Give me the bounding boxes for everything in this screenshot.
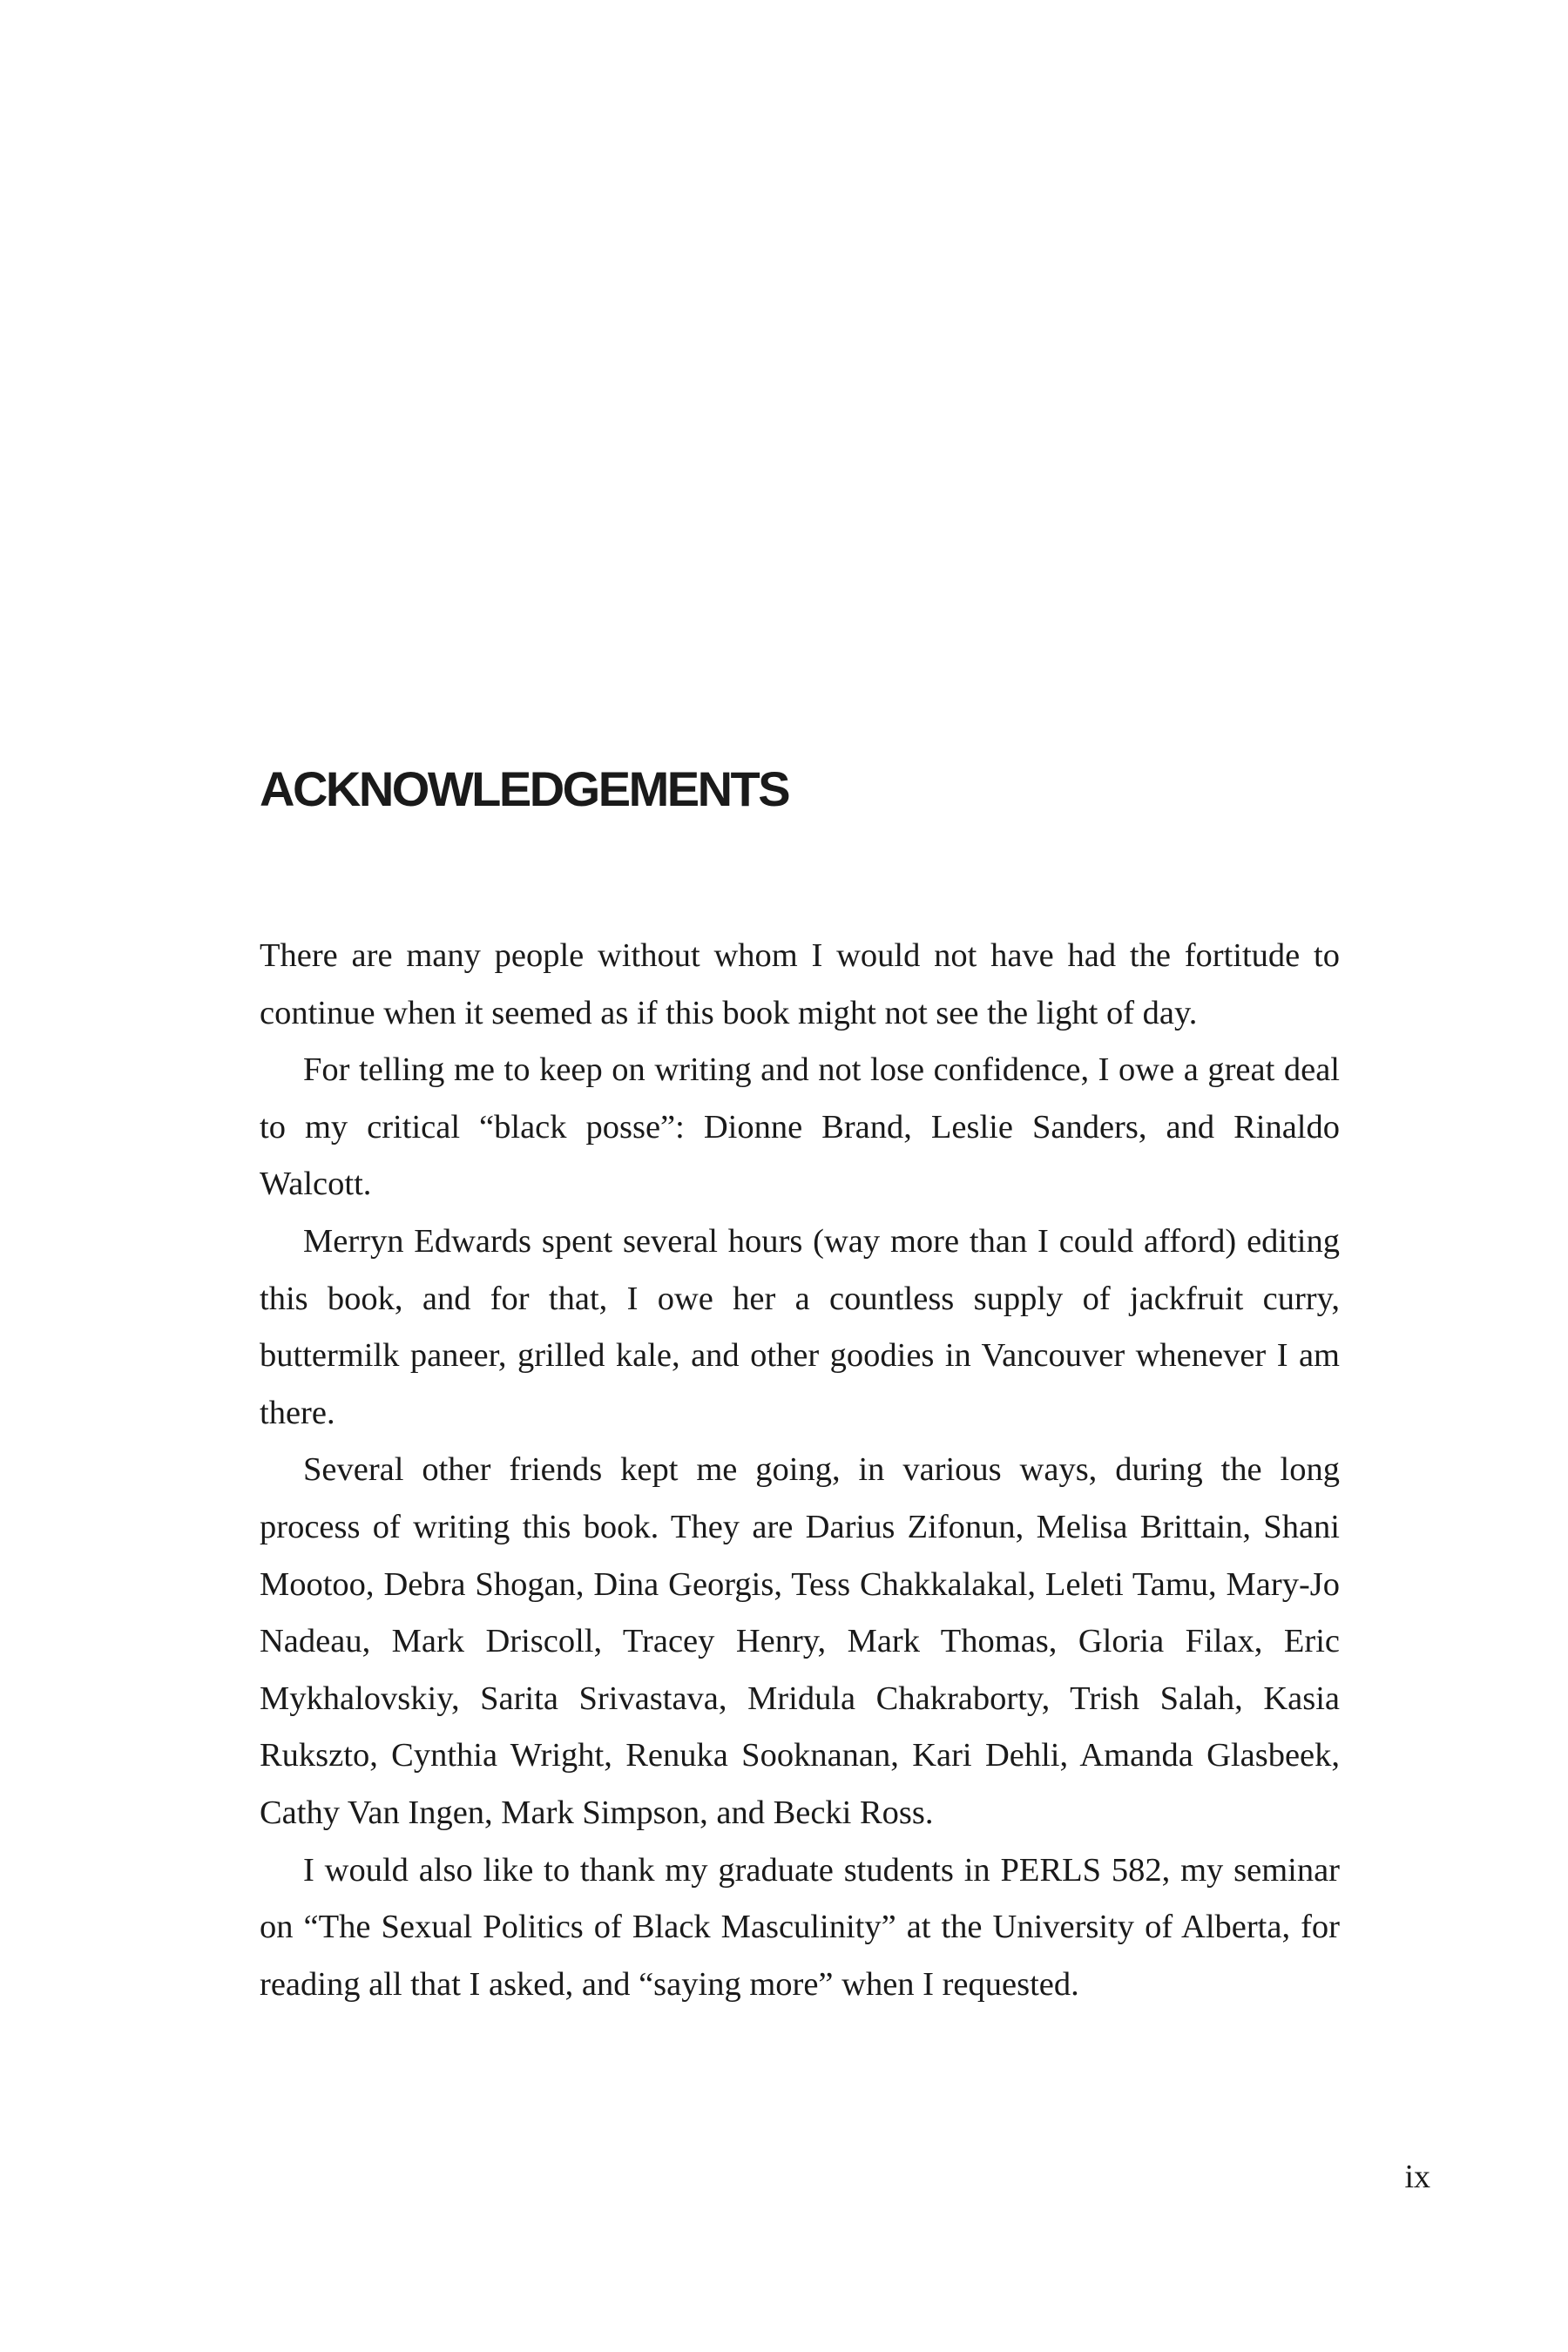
acknowledgements-body — [260, 928, 1340, 2013]
paragraph-2: For telling me to keep on writing and not lose confidence, I owe a great deal to my critical “black posse”: Dionne Brand, Leslie Sanders, and Rinaldo Walcott. — [260, 1051, 1340, 1203]
paragraph-3: Merryn Edwards spent several hours (way more than I could afford) editing this book, and for that, I owe her a countless supply of jackfruit curry, buttermilk paneer, grilled kale, and other goodies in Vancouver whenever I am there. — [260, 1222, 1340, 1431]
paragraph-1: There are many people without whom I would not have had the fortitude to continue when it seemed as if this book might not see the light of day. — [260, 937, 1340, 1031]
page-title: ACKNOWLEDGEMENTS — [260, 761, 789, 816]
page-number: ix — [1404, 2159, 1430, 2195]
paragraph-4: Several other friends kept me going, in various ways, during the long process of writing this book. They are Darius Zifonun, Melisa Brittain, Shani Mootoo, Debra Shogan, Dina Georgis, Tess Chakkalakal, Leleti Tamu, Mary-Jo Nadeau, Mark Driscoll, Tracey Henry, Mark Thomas, Gloria Filax, Eric Mykhalovskiy, Sarita Srivastava, Mridula Chakraborty, Trish Salah, Kasia Rukszto, Cynthia Wright, Renuka Sooknanan, Kari Dehli, Amanda Glasbeek, Cathy Van Ingen, Mark Simpson, and Becki Ross. — [260, 1451, 1340, 1831]
paragraph-5: I would also like to thank my graduate students in PERLS 582, my seminar on “The Sexual Politics of Black Masculinity” at the University of Alberta, for reading all that I asked, and “saying more” when I requested. — [260, 1851, 1340, 2003]
